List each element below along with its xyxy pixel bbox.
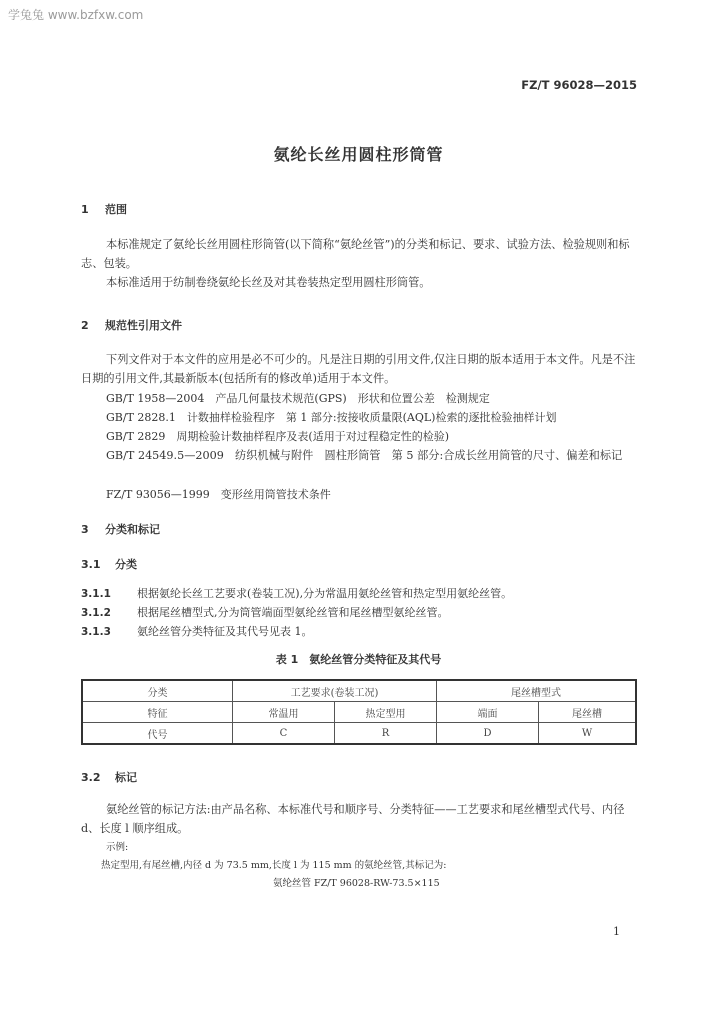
table-cell: 工艺要求(卷装工况) [233,680,437,702]
clause-3-1-3 [81,623,313,639]
table-cell: 尾丝槽型式 [437,680,637,702]
subsection-3-2-heading [81,769,137,785]
subsection-number: 3.1 [81,558,101,571]
section-number: 3 [81,523,89,536]
clause-number: 3.1.3 [81,626,111,638]
section-1-heading [81,201,127,217]
subsection-title: 分类 [115,558,137,571]
table-cell: W [539,723,637,745]
document-title: 氨纶长丝用圆柱形筒管 [273,145,444,164]
section-number: 2 [81,319,89,332]
example-code: 氨纶丝管 FZ/T 96028-RW-73.5×115 [273,878,440,889]
example-text: 热定型用,有尾丝槽,内径 d 为 73.5 mm,长度 l 为 115 mm 的氨纶丝管,其标记为: [101,860,447,871]
section-title: 范围 [105,203,127,216]
table-row [82,723,636,745]
table-cell: 特征 [82,702,233,723]
table-row [82,680,636,702]
table-cell: D [437,723,539,745]
reference-item: GB/T 2829 周期检验计数抽样程序及表(适用于对过程稳定性的检验) [106,430,449,443]
subsection-title: 标记 [115,771,137,784]
clause-number: 3.1.1 [81,588,111,600]
reference-item: GB/T 2828.1 计数抽样检验程序 第 1 部分:按接收质量限(AQL)检索的逐批检验抽样计划 [106,411,557,424]
clause-text: 根据氨纶长丝工艺要求(卷装工况),分为常温用氨纶丝管和热定型用氨纶丝管。 [137,587,513,600]
reference-item: FZ/T 93056—1999 变形丝用筒管技术条件 [106,488,331,501]
subsection-number: 3.2 [81,771,101,784]
table-cell: 常温用 [233,702,335,723]
reference-item: GB/T 1958—2004 产品几何量技术规范(GPS) 形状和位置公差 检测规定 [106,392,490,405]
table-cell: 分类 [82,680,233,702]
table-cell: C [233,723,335,745]
subsection-3-1-heading [81,556,137,572]
watermark: 学兔兔 www.bzfxw.com [8,8,144,22]
table-1-caption: 表 1 氨纶丝管分类特征及其代号 [275,653,442,666]
section-number: 1 [81,203,89,216]
section-1-paragraph-1: 本标准规定了氨纶长丝用圆柱形筒管(以下简称“氨纶丝管”)的分类和标记、要求、试验方法、检验规则和标志、包装。 [81,238,630,270]
table-cell: 尾丝槽 [539,702,637,723]
clause-3-1-1 [81,585,512,601]
marking-paragraph: 氨纶丝管的标记方法:由产品名称、本标准代号和顺序号、分类特征——工艺要求和尾丝槽型式代号、内径 d、长度 l 顺序组成。 [81,803,625,835]
table-1 [81,679,637,745]
standard-number: FZ/T 96028—2015 [521,78,637,92]
table-cell: 端面 [437,702,539,723]
section-2-intro: 下列文件对于本文件的应用是必不可少的。凡是注日期的引用文件,仅注日期的版本适用于本文件。凡是不注日期的引用文件,其最新版本(包括所有的修改单)适用于本文件。 [81,353,636,385]
clause-3-1-2 [81,604,449,620]
page-number: 1 [613,925,620,938]
clause-text: 根据尾丝槽型式,分为筒管端面型氨纶丝管和尾丝槽型氨纶丝管。 [137,606,449,619]
table-cell: 热定型用 [335,702,437,723]
section-title: 分类和标记 [105,523,160,536]
section-3-heading [81,521,160,537]
section-1-paragraph-2: 本标准适用于纺制卷绕氨纶长丝及对其卷装热定型用圆柱形筒管。 [106,276,431,289]
clause-text: 氨纶丝管分类特征及其代号见表 1。 [137,625,313,638]
section-2-heading [81,317,182,333]
table-row [82,702,636,723]
example-label: 示例: [106,842,129,853]
table-cell: R [335,723,437,745]
table-cell: 代号 [82,723,233,745]
section-title: 规范性引用文件 [105,319,182,332]
reference-item: GB/T 24549.5—2009 纺织机械与附件 圆柱形筒管 第 5 部分:合成长丝用筒管的尺寸、偏差和标记 [106,449,623,462]
clause-number: 3.1.2 [81,607,111,619]
